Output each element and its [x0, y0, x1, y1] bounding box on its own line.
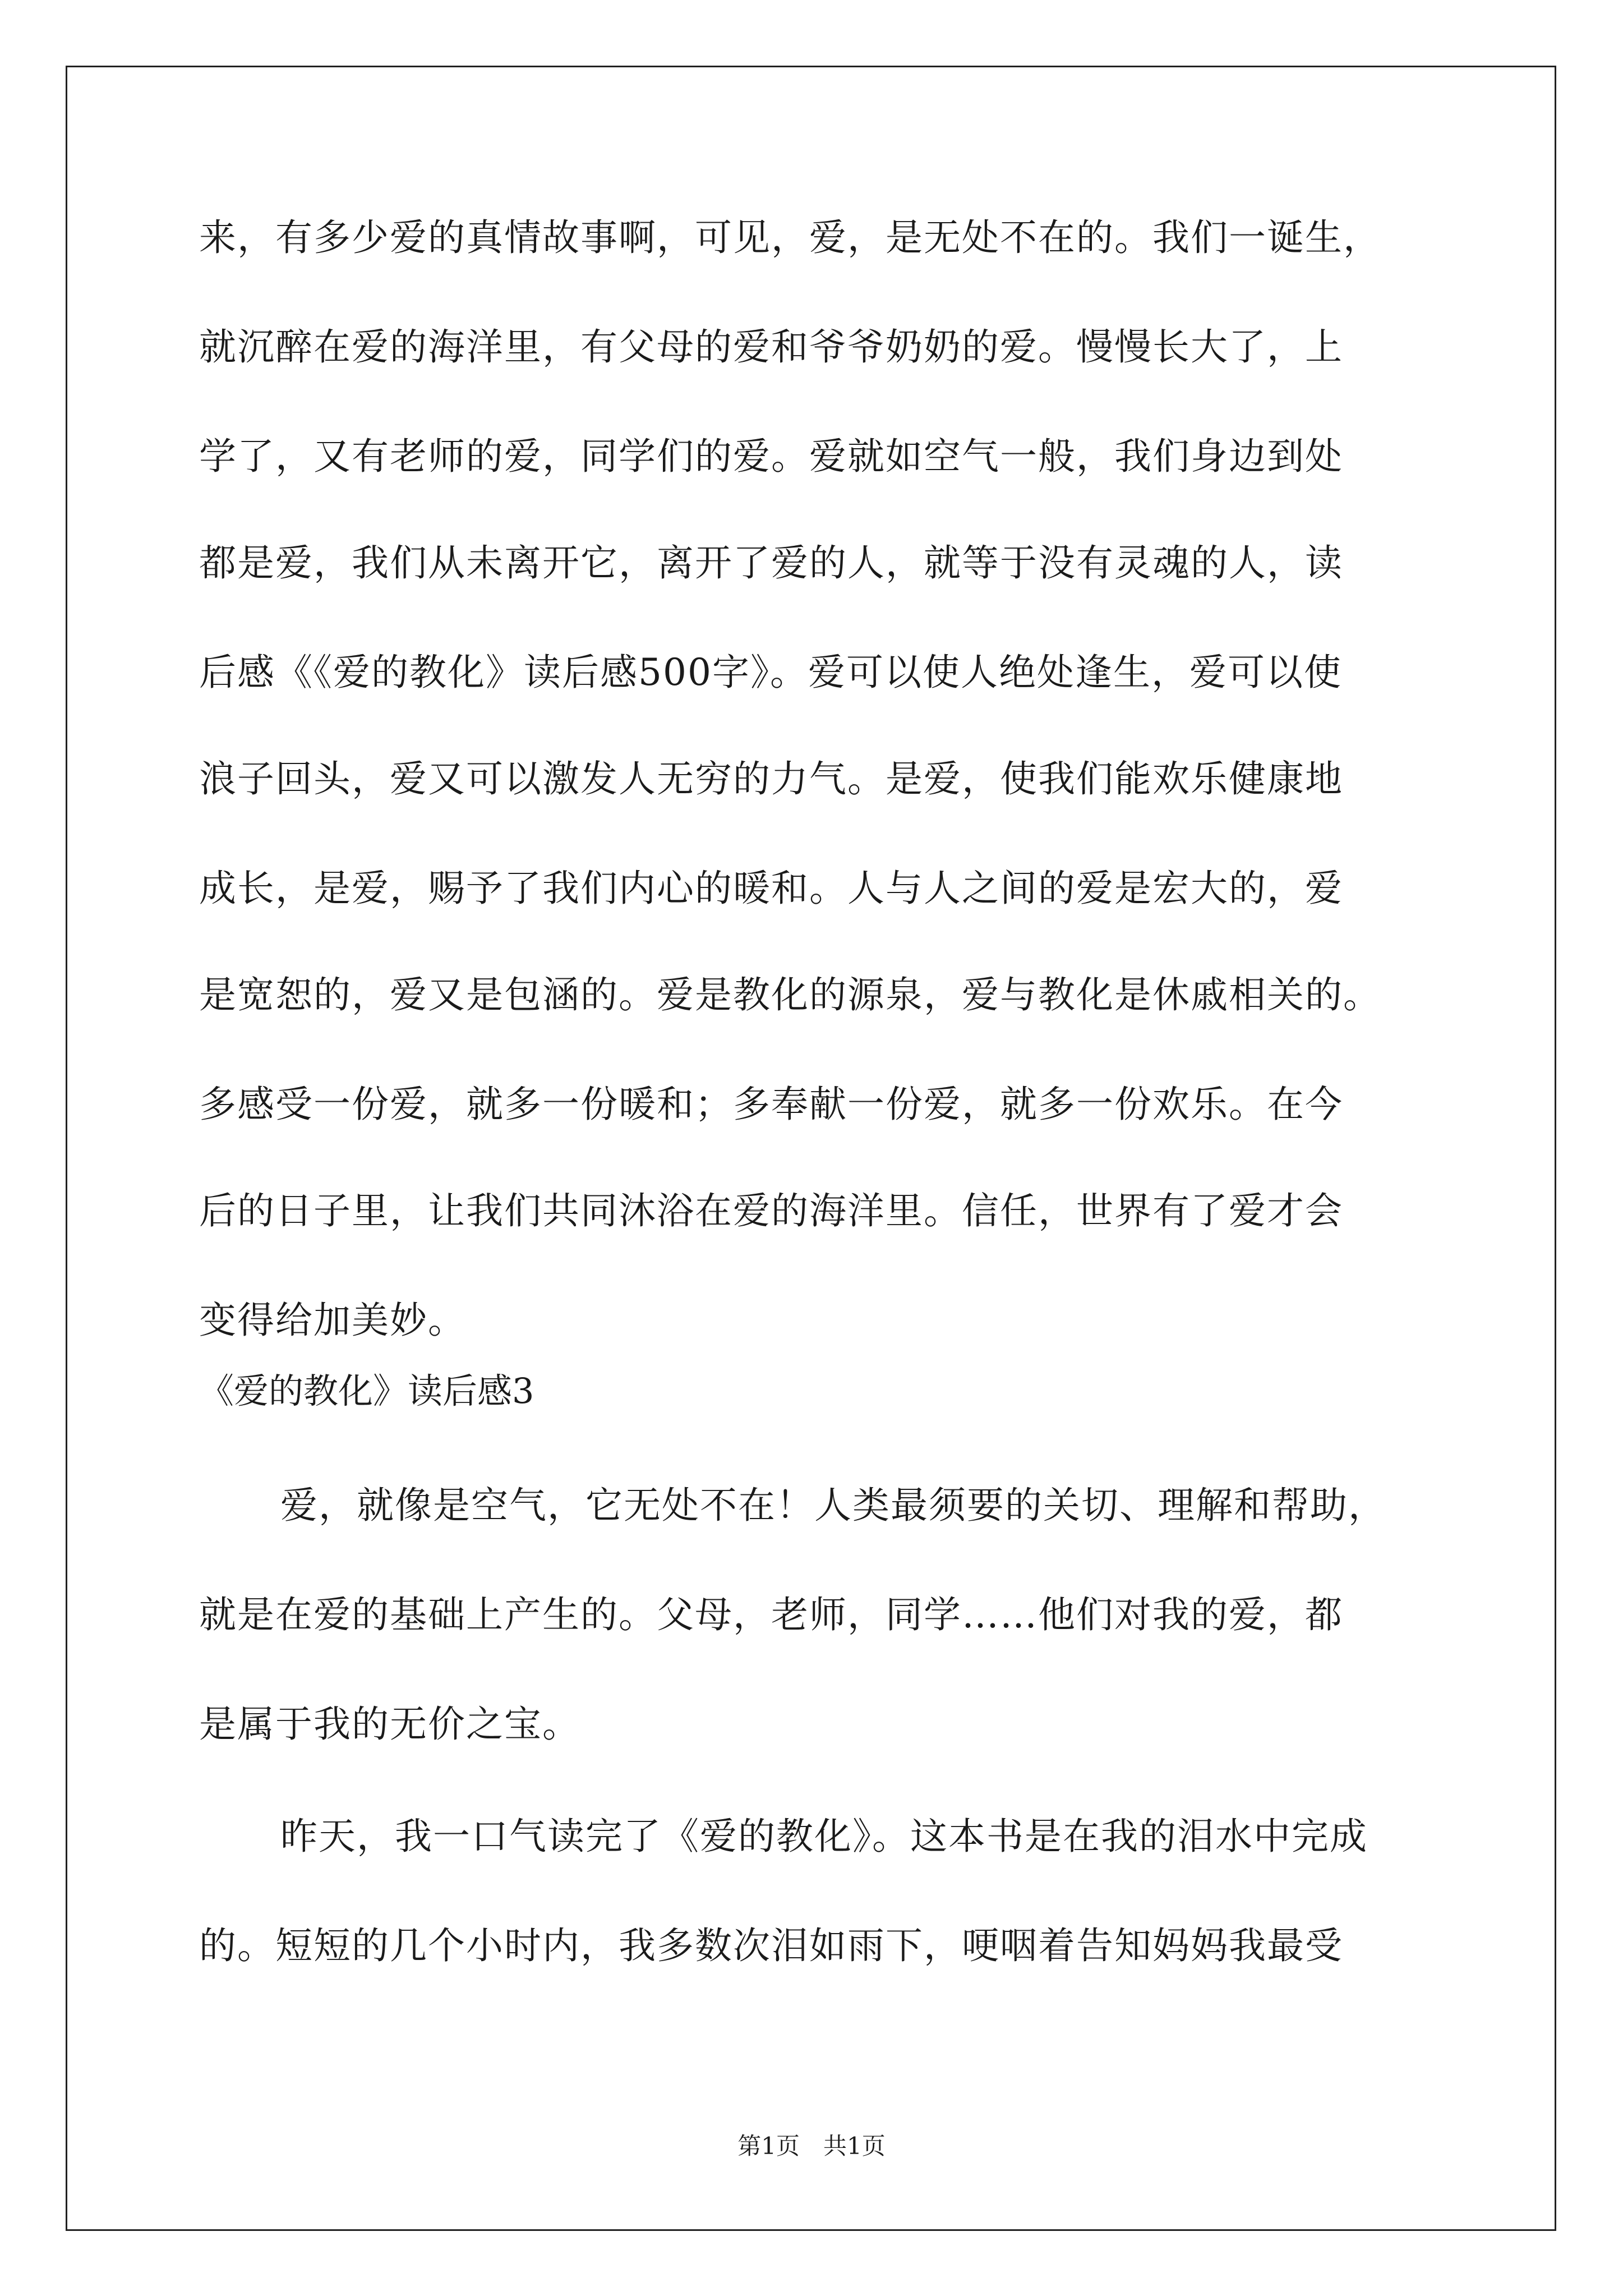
text-line: 后感《《爱的教化》读后感500字》。爱可以使人绝处逢生，爱可以使	[199, 651, 1342, 694]
text-line: 爱，就像是空气，它无处不在！人类最须要的关切、理解和帮助，	[280, 1484, 1386, 1527]
page-footer: 第1页 共1页	[737, 2132, 886, 2160]
text-line: 的。短短的几个小时内，我多数次泪如雨下，哽咽着告知妈妈我最受	[199, 1924, 1343, 1967]
text-line: 变得给加美妙。	[199, 1299, 466, 1342]
text-line: 是宽恕的，爱又是包涵的。爱是教化的源泉，爱与教化是休戚相关的。	[199, 973, 1381, 1016]
text-line: 后的日子里，让我们共同沐浴在爱的海洋里。信任，世界有了爱才会	[199, 1189, 1343, 1232]
text-line: 学了，又有老师的爱，同学们的爱。爱就如空气一般，我们身边到处	[199, 435, 1343, 478]
section-title: 《爱的教化》读后感3	[199, 1370, 534, 1411]
text-line: 昨天，我一口气读完了《爱的教化》。这本书是在我的泪水中完成	[280, 1815, 1368, 1858]
text-line: 浪子回头，爱又可以激发人无穷的力气。是爱，使我们能欢乐健康地	[199, 757, 1343, 800]
text-line: 多感受一份爱，就多一份暖和；多奉献一份爱，就多一份欢乐。在今	[199, 1083, 1343, 1126]
text-line: 成长，是爱，赐予了我们内心的暖和。人与人之间的爱是宏大的，爱	[199, 867, 1343, 910]
text-line: 就沉醉在爱的海洋里，有父母的爱和爷爷奶奶的爱。慢慢长大了，上	[199, 325, 1343, 369]
text-line: 是属于我的无价之宝。	[199, 1703, 580, 1746]
text-line: 就是在爱的基础上产生的。父母，老师，同学……他们对我的爱，都	[199, 1593, 1343, 1636]
text-line: 都是爱，我们从未离开它，离开了爱的人，就等于没有灵魂的人，读	[199, 541, 1343, 585]
text-line: 来，有多少爱的真情故事啊，可见，爱，是无处不在的。我们一诞生，	[199, 216, 1381, 259]
page-border	[66, 66, 1556, 2231]
